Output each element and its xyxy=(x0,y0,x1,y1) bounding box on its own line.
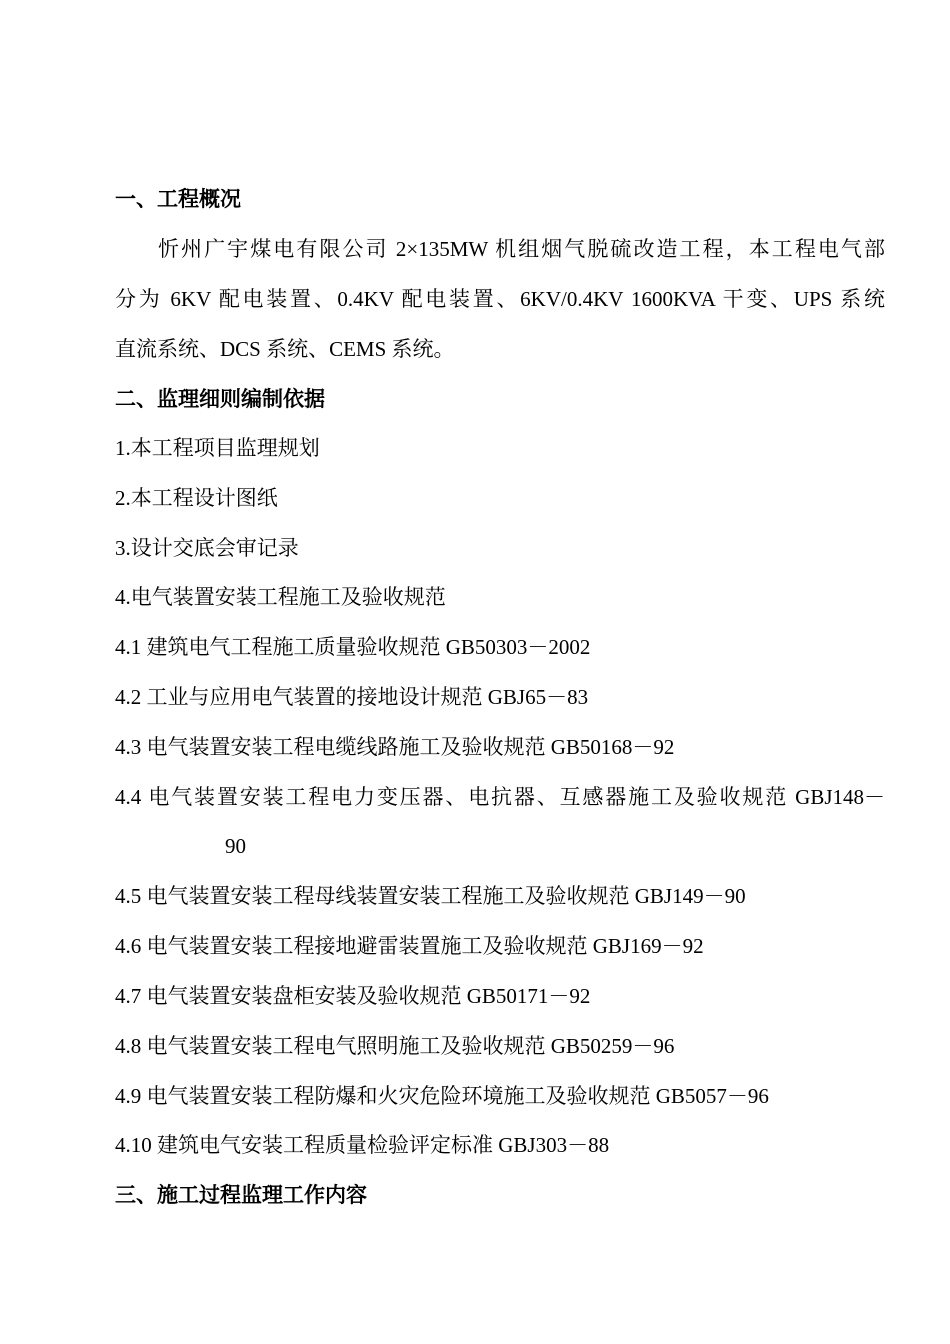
basis-item: 1.本工程项目监理规划 xyxy=(115,436,320,460)
basis-item: 4.10 建筑电气安装工程质量检验评定标准 GBJ303－88 xyxy=(115,1133,610,1157)
basis-item: 4.8 电气装置安装工程电气照明施工及验收规范 GB50259－96 xyxy=(115,1034,675,1058)
basis-item: 4.9 电气装置安装工程防爆和火灾危险环境施工及验收规范 GB5057－96 xyxy=(115,1084,769,1108)
section-heading-basis: 二、监理细则编制依据 xyxy=(115,387,325,411)
basis-item: 4.1 建筑电气工程施工质量验收规范 GB50303－2002 xyxy=(115,635,591,659)
basis-item: 4.3 电气装置安装工程电缆线路施工及验收规范 GB50168－92 xyxy=(115,735,675,759)
basis-item: 4.电气装置安装工程施工及验收规范 xyxy=(115,585,446,609)
basis-item: 4.5 电气装置安装工程母线装置安装工程施工及验收规范 GBJ149－90 xyxy=(115,884,746,908)
section-heading-supervision-content: 三、施工过程监理工作内容 xyxy=(115,1183,367,1207)
basis-item: 2.本工程设计图纸 xyxy=(115,486,278,510)
section-heading-overview: 一、工程概况 xyxy=(115,187,241,211)
basis-item: 4.6 电气装置安装工程接地避雷装置施工及验收规范 GBJ169－92 xyxy=(115,934,704,958)
basis-item-continuation: 90 xyxy=(225,834,246,858)
basis-item: 3.设计交底会审记录 xyxy=(115,536,299,560)
basis-item: 4.7 电气装置安装盘柜安装及验收规范 GB50171－92 xyxy=(115,984,591,1008)
overview-paragraph-line-1: 忻州广宇煤电有限公司 2×135MW 机组烟气脱硫改造工程，本工程电气部 xyxy=(158,237,885,261)
basis-item: 4.2 工业与应用电气装置的接地设计规范 GBJ65－83 xyxy=(115,685,589,709)
overview-paragraph-line-2: 分为 6KV 配电装置、0.4KV 配电装置、6KV/0.4KV 1600KVA 干变、UPS 系统 xyxy=(115,287,885,311)
overview-paragraph-line-3: 直流系统、DCS 系统、CEMS 系统。 xyxy=(115,337,455,361)
basis-item: 4.4 电气装置安装工程电力变压器、电抗器、互感器施工及验收规范 GBJ148－ xyxy=(115,785,885,809)
